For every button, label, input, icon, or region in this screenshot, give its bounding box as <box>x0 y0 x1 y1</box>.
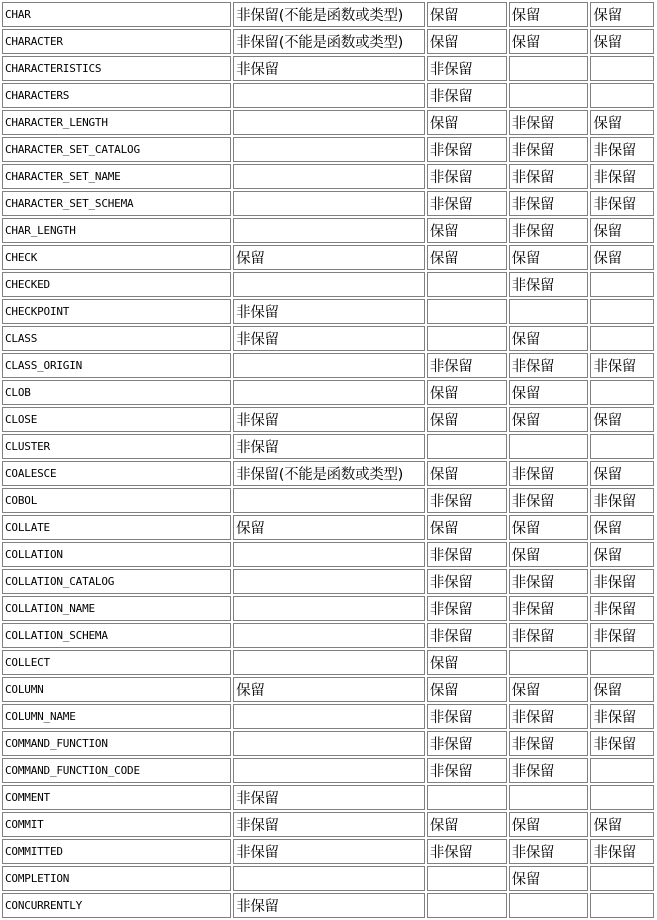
postgresql-status-cell: 非保留 <box>233 299 425 324</box>
sql92-status-cell <box>590 380 654 405</box>
sql92-status-cell: 非保留 <box>590 488 654 513</box>
keyword-cell: CHAR <box>2 2 231 27</box>
sql2008-status-cell: 非保留 <box>509 137 589 162</box>
table-row <box>2 191 654 216</box>
table-row <box>2 569 654 594</box>
table-row <box>2 83 654 108</box>
table-row <box>2 866 654 891</box>
sql92-status-cell: 保留 <box>590 2 654 27</box>
keyword-cell: CHARACTER_LENGTH <box>2 110 231 135</box>
postgresql-status-cell: 非保留 <box>233 839 425 864</box>
keyword-cell: COALESCE <box>2 461 231 486</box>
postgresql-status-cell: 非保留(不能是函数或类型) <box>233 461 425 486</box>
table-row <box>2 704 654 729</box>
sql2011-status-cell: 保留 <box>427 515 507 540</box>
table-row <box>2 56 654 81</box>
keyword-cell: COMMAND_FUNCTION <box>2 731 231 756</box>
sql92-status-cell <box>590 650 654 675</box>
sql92-status-cell: 保留 <box>590 245 654 270</box>
sql2011-status-cell: 保留 <box>427 2 507 27</box>
sql2011-status-cell: 非保留 <box>427 353 507 378</box>
keyword-cell: CHECKPOINT <box>2 299 231 324</box>
postgresql-status-cell <box>233 623 425 648</box>
sql2008-status-cell: 保留 <box>509 677 589 702</box>
sql2011-status-cell: 保留 <box>427 677 507 702</box>
table-row <box>2 758 654 783</box>
sql2008-status-cell: 非保留 <box>509 218 589 243</box>
table-row <box>2 2 654 27</box>
sql2008-status-cell <box>509 434 589 459</box>
postgresql-status-cell <box>233 218 425 243</box>
postgresql-status-cell: 非保留 <box>233 812 425 837</box>
postgresql-status-cell <box>233 704 425 729</box>
sql2008-status-cell: 非保留 <box>509 461 589 486</box>
sql2008-status-cell <box>509 56 589 81</box>
sql2008-status-cell: 非保留 <box>509 569 589 594</box>
table-row <box>2 461 654 486</box>
sql92-status-cell: 保留 <box>590 407 654 432</box>
sql2011-status-cell: 非保留 <box>427 623 507 648</box>
sql92-status-cell: 非保留 <box>590 596 654 621</box>
sql2008-status-cell: 非保留 <box>509 353 589 378</box>
postgresql-status-cell <box>233 866 425 891</box>
sql2008-status-cell: 保留 <box>509 29 589 54</box>
table-row <box>2 164 654 189</box>
sql2011-status-cell: 保留 <box>427 812 507 837</box>
postgresql-status-cell <box>233 758 425 783</box>
keyword-table-body <box>2 2 654 918</box>
sql92-status-cell: 保留 <box>590 218 654 243</box>
sql2011-status-cell: 非保留 <box>427 569 507 594</box>
postgresql-status-cell <box>233 650 425 675</box>
keyword-cell: CLOB <box>2 380 231 405</box>
sql92-status-cell <box>590 758 654 783</box>
sql2011-status-cell <box>427 272 507 297</box>
keyword-cell: CONCURRENTLY <box>2 893 231 918</box>
table-row <box>2 596 654 621</box>
sql2011-status-cell <box>427 326 507 351</box>
table-row <box>2 812 654 837</box>
sql2008-status-cell: 保留 <box>509 812 589 837</box>
table-row <box>2 488 654 513</box>
sql92-status-cell <box>590 83 654 108</box>
sql92-status-cell: 保留 <box>590 542 654 567</box>
sql92-status-cell <box>590 326 654 351</box>
sql92-status-cell: 非保留 <box>590 623 654 648</box>
keyword-cell: CLASS <box>2 326 231 351</box>
sql92-status-cell: 保留 <box>590 110 654 135</box>
sql92-status-cell: 非保留 <box>590 353 654 378</box>
postgresql-status-cell: 非保留 <box>233 785 425 810</box>
sql2011-status-cell: 非保留 <box>427 542 507 567</box>
keyword-cell: COLLATE <box>2 515 231 540</box>
sql2008-status-cell: 非保留 <box>509 488 589 513</box>
sql2011-status-cell <box>427 434 507 459</box>
sql92-status-cell: 非保留 <box>590 569 654 594</box>
sql2011-status-cell: 非保留 <box>427 839 507 864</box>
sql92-status-cell <box>590 785 654 810</box>
table-row <box>2 110 654 135</box>
keyword-cell: CLUSTER <box>2 434 231 459</box>
keyword-cell: CHARACTERS <box>2 83 231 108</box>
postgresql-status-cell <box>233 137 425 162</box>
keyword-cell: CHARACTER_SET_SCHEMA <box>2 191 231 216</box>
keyword-cell: COLUMN <box>2 677 231 702</box>
table-row <box>2 29 654 54</box>
sql2008-status-cell <box>509 893 589 918</box>
sql2011-status-cell: 保留 <box>427 245 507 270</box>
keyword-cell: CHECK <box>2 245 231 270</box>
sql2008-status-cell: 保留 <box>509 245 589 270</box>
sql2008-status-cell: 非保留 <box>509 758 589 783</box>
table-row <box>2 650 654 675</box>
sql92-status-cell: 保留 <box>590 461 654 486</box>
postgresql-status-cell: 非保留 <box>233 893 425 918</box>
sql2011-status-cell <box>427 299 507 324</box>
sql2011-status-cell: 非保留 <box>427 704 507 729</box>
sql2008-status-cell: 保留 <box>509 866 589 891</box>
sql2011-status-cell: 非保留 <box>427 83 507 108</box>
sql2011-status-cell: 非保留 <box>427 56 507 81</box>
sql2008-status-cell <box>509 650 589 675</box>
sql2008-status-cell: 保留 <box>509 542 589 567</box>
table-row <box>2 623 654 648</box>
postgresql-status-cell: 保留 <box>233 677 425 702</box>
postgresql-status-cell <box>233 731 425 756</box>
sql92-status-cell: 保留 <box>590 812 654 837</box>
sql92-status-cell <box>590 299 654 324</box>
postgresql-status-cell: 非保留 <box>233 434 425 459</box>
keyword-cell: COLLATION_CATALOG <box>2 569 231 594</box>
postgresql-status-cell <box>233 110 425 135</box>
table-row <box>2 299 654 324</box>
sql2011-status-cell: 非保留 <box>427 137 507 162</box>
postgresql-status-cell: 非保留(不能是函数或类型) <box>233 29 425 54</box>
table-row <box>2 785 654 810</box>
postgresql-status-cell <box>233 191 425 216</box>
keyword-cell: COMMIT <box>2 812 231 837</box>
postgresql-status-cell <box>233 488 425 513</box>
table-row <box>2 407 654 432</box>
postgresql-status-cell: 非保留 <box>233 56 425 81</box>
table-row <box>2 542 654 567</box>
sql2011-status-cell: 保留 <box>427 650 507 675</box>
sql2008-status-cell: 保留 <box>509 326 589 351</box>
sql2008-status-cell: 保留 <box>509 380 589 405</box>
sql2008-status-cell <box>509 83 589 108</box>
postgresql-status-cell <box>233 542 425 567</box>
postgresql-status-cell <box>233 83 425 108</box>
postgresql-status-cell: 保留 <box>233 245 425 270</box>
sql2008-status-cell <box>509 785 589 810</box>
keyword-cell: CHARACTER <box>2 29 231 54</box>
sql2011-status-cell: 保留 <box>427 407 507 432</box>
sql92-status-cell: 保留 <box>590 515 654 540</box>
sql2011-status-cell: 保留 <box>427 218 507 243</box>
sql92-status-cell: 非保留 <box>590 704 654 729</box>
sql2008-status-cell: 非保留 <box>509 272 589 297</box>
keyword-cell: COMMITTED <box>2 839 231 864</box>
keyword-cell: CHARACTER_SET_CATALOG <box>2 137 231 162</box>
table-row <box>2 677 654 702</box>
keyword-cell: CLASS_ORIGIN <box>2 353 231 378</box>
sql2008-status-cell: 保留 <box>509 407 589 432</box>
sql2008-status-cell: 非保留 <box>509 110 589 135</box>
keyword-cell: COMMENT <box>2 785 231 810</box>
keyword-cell: CHARACTERISTICS <box>2 56 231 81</box>
table-row <box>2 218 654 243</box>
sql2011-status-cell: 非保留 <box>427 191 507 216</box>
sql2011-status-cell: 保留 <box>427 461 507 486</box>
sql92-status-cell <box>590 866 654 891</box>
sql92-status-cell: 非保留 <box>590 731 654 756</box>
table-row <box>2 731 654 756</box>
keyword-cell: COLLECT <box>2 650 231 675</box>
sql92-status-cell: 非保留 <box>590 164 654 189</box>
sql92-status-cell <box>590 434 654 459</box>
sql92-status-cell: 非保留 <box>590 839 654 864</box>
keyword-cell: COLLATION_NAME <box>2 596 231 621</box>
table-row <box>2 245 654 270</box>
sql2011-status-cell: 保留 <box>427 29 507 54</box>
sql2008-status-cell: 非保留 <box>509 623 589 648</box>
sql92-status-cell: 非保留 <box>590 191 654 216</box>
table-row <box>2 893 654 918</box>
sql92-status-cell <box>590 893 654 918</box>
sql2011-status-cell: 保留 <box>427 380 507 405</box>
table-row <box>2 515 654 540</box>
sql92-status-cell: 保留 <box>590 29 654 54</box>
keyword-cell: COMPLETION <box>2 866 231 891</box>
sql2011-status-cell: 非保留 <box>427 164 507 189</box>
sql2008-status-cell: 非保留 <box>509 164 589 189</box>
sql2011-status-cell: 非保留 <box>427 758 507 783</box>
postgresql-status-cell <box>233 569 425 594</box>
keyword-cell: CHARACTER_SET_NAME <box>2 164 231 189</box>
sql2011-status-cell <box>427 785 507 810</box>
table-row <box>2 326 654 351</box>
keyword-cell: COLUMN_NAME <box>2 704 231 729</box>
keyword-cell: COBOL <box>2 488 231 513</box>
sql2008-status-cell: 非保留 <box>509 839 589 864</box>
sql2008-status-cell: 非保留 <box>509 596 589 621</box>
postgresql-status-cell: 非保留(不能是函数或类型) <box>233 2 425 27</box>
sql92-status-cell: 非保留 <box>590 137 654 162</box>
table-row <box>2 137 654 162</box>
sql92-status-cell <box>590 272 654 297</box>
sql2008-status-cell: 非保留 <box>509 704 589 729</box>
sql92-status-cell: 保留 <box>590 677 654 702</box>
sql2008-status-cell: 保留 <box>509 515 589 540</box>
keyword-cell: CLOSE <box>2 407 231 432</box>
sql2008-status-cell <box>509 299 589 324</box>
sql2008-status-cell: 非保留 <box>509 191 589 216</box>
postgresql-status-cell <box>233 353 425 378</box>
postgresql-status-cell: 非保留 <box>233 326 425 351</box>
sql2011-status-cell <box>427 866 507 891</box>
sql2011-status-cell: 非保留 <box>427 596 507 621</box>
table-row <box>2 839 654 864</box>
keyword-cell: COMMAND_FUNCTION_CODE <box>2 758 231 783</box>
table-row <box>2 272 654 297</box>
table-row <box>2 434 654 459</box>
sql2011-status-cell: 非保留 <box>427 488 507 513</box>
keyword-cell: COLLATION <box>2 542 231 567</box>
postgresql-status-cell <box>233 164 425 189</box>
postgresql-status-cell <box>233 380 425 405</box>
keyword-cell: COLLATION_SCHEMA <box>2 623 231 648</box>
sql2011-status-cell: 非保留 <box>427 731 507 756</box>
sql2011-status-cell: 保留 <box>427 110 507 135</box>
table-row <box>2 353 654 378</box>
keyword-cell: CHAR_LENGTH <box>2 218 231 243</box>
sql2011-status-cell <box>427 893 507 918</box>
table-row <box>2 380 654 405</box>
postgresql-status-cell <box>233 272 425 297</box>
postgresql-status-cell: 非保留 <box>233 407 425 432</box>
sql2008-status-cell: 非保留 <box>509 731 589 756</box>
keyword-cell: CHECKED <box>2 272 231 297</box>
postgresql-status-cell <box>233 596 425 621</box>
sql2008-status-cell: 保留 <box>509 2 589 27</box>
sql92-status-cell <box>590 56 654 81</box>
postgresql-status-cell: 保留 <box>233 515 425 540</box>
